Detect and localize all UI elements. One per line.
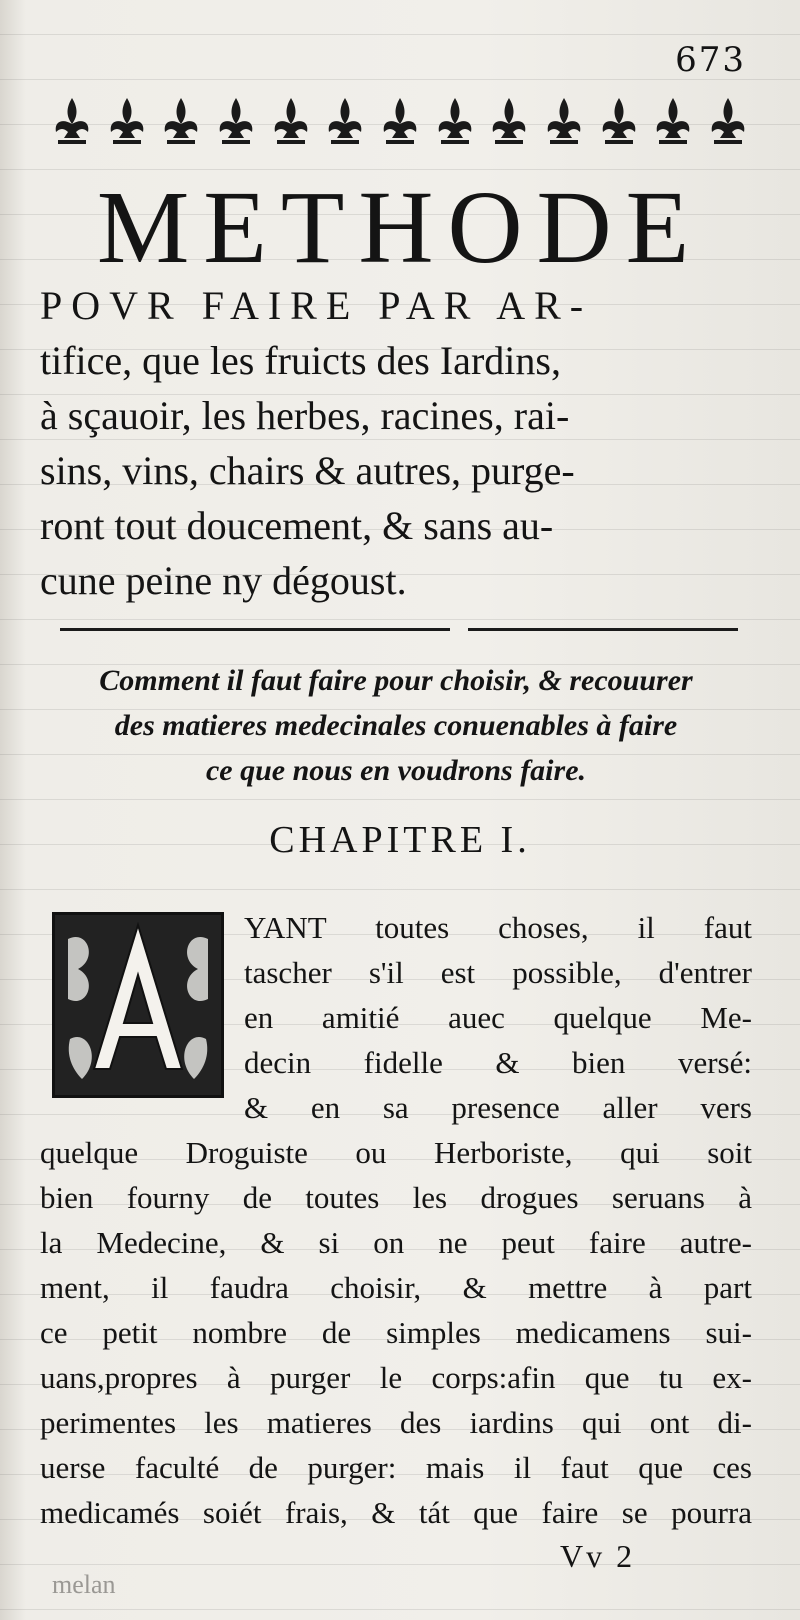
- fleur-de-lis-icon: [50, 94, 94, 150]
- fleur-de-lis-icon: [105, 94, 149, 150]
- text-line: bien fourny de toutes les drogues seruans à: [40, 1180, 752, 1215]
- fleur-de-lis-icon: [269, 94, 313, 150]
- subtitle-line: ront tout doucement, & sans au-: [40, 503, 554, 548]
- fleur-de-lis-icon: [706, 94, 750, 150]
- subtitle-line: sins, vins, chairs & autres, purge-: [40, 448, 575, 493]
- subtitle-line: à sçauoir, les herbes, racines, rai-: [40, 393, 570, 438]
- fleur-de-lis-icon: [159, 94, 203, 150]
- fleur-de-lis-icon: [323, 94, 367, 150]
- text-line: la Medecine, & si on ne peut faire autre-: [40, 1225, 752, 1260]
- subtitle-line: cune peine ny dégoust.: [40, 558, 407, 603]
- text-line: perimentes les matieres des iardins qui ont di-: [40, 1405, 752, 1440]
- paragraph-indented: [244, 905, 752, 1130]
- paragraph-body: [40, 1130, 752, 1535]
- page-title: METHODE: [96, 170, 704, 285]
- section-summary: [40, 658, 752, 793]
- text-line: uerse faculté de purger: mais il faut que ces: [40, 1450, 752, 1485]
- fleur-de-lis-icon: [487, 94, 531, 150]
- summary-line: ce que nous en voudrons faire.: [205, 754, 587, 787]
- fleuron-border: [50, 92, 750, 152]
- text-line: ce petit nombre de simples medicamens sui-: [40, 1315, 752, 1350]
- text-line: YANT toutes choses, il faut: [244, 910, 752, 945]
- text-line: decin fidelle & bien versé:: [244, 1045, 752, 1080]
- page-number: 673: [675, 40, 746, 80]
- fleur-de-lis-icon: [542, 94, 586, 150]
- text-line: medicamés soiét frais, & tát que faire se pourra: [40, 1495, 752, 1530]
- subtitle-block: [40, 278, 752, 608]
- foliage-ornament-icon: [58, 919, 218, 1091]
- fleur-de-lis-icon: [433, 94, 477, 150]
- chapter-heading: CHAPITRE I.: [269, 819, 531, 861]
- bleed-through-word: melan: [52, 1570, 116, 1599]
- text-line: tascher s'il est possible, d'entrer: [244, 955, 752, 990]
- subtitle-line: POVR FAIRE PAR AR-: [40, 283, 593, 328]
- summary-line: Comment il faut faire pour choisir, & recouurer: [99, 664, 693, 697]
- text-line: & en sa presence aller vers: [244, 1090, 752, 1125]
- fleur-de-lis-icon: [214, 94, 258, 150]
- signature-mark: Vv 2: [560, 1538, 636, 1574]
- divider-rule: [60, 628, 450, 631]
- fleur-de-lis-icon: [597, 94, 641, 150]
- text-line: quelque Droguiste ou Herboriste, qui soit: [40, 1135, 752, 1170]
- text-line: en amitié auec quelque Me-: [244, 1000, 752, 1035]
- summary-line: des matieres medecinales conuenables à faire: [114, 709, 678, 742]
- fleur-de-lis-icon: [651, 94, 695, 150]
- divider-rule: [468, 628, 738, 631]
- subtitle-line: tifice, que les fruicts des Iardins,: [40, 338, 561, 383]
- fleur-de-lis-icon: [378, 94, 422, 150]
- text-line: uans,propres à purger le corps:afin que tu ex-: [40, 1360, 752, 1395]
- text-line: ment, il faudra choisir, & mettre à part: [40, 1270, 752, 1305]
- decorated-initial: [52, 912, 224, 1098]
